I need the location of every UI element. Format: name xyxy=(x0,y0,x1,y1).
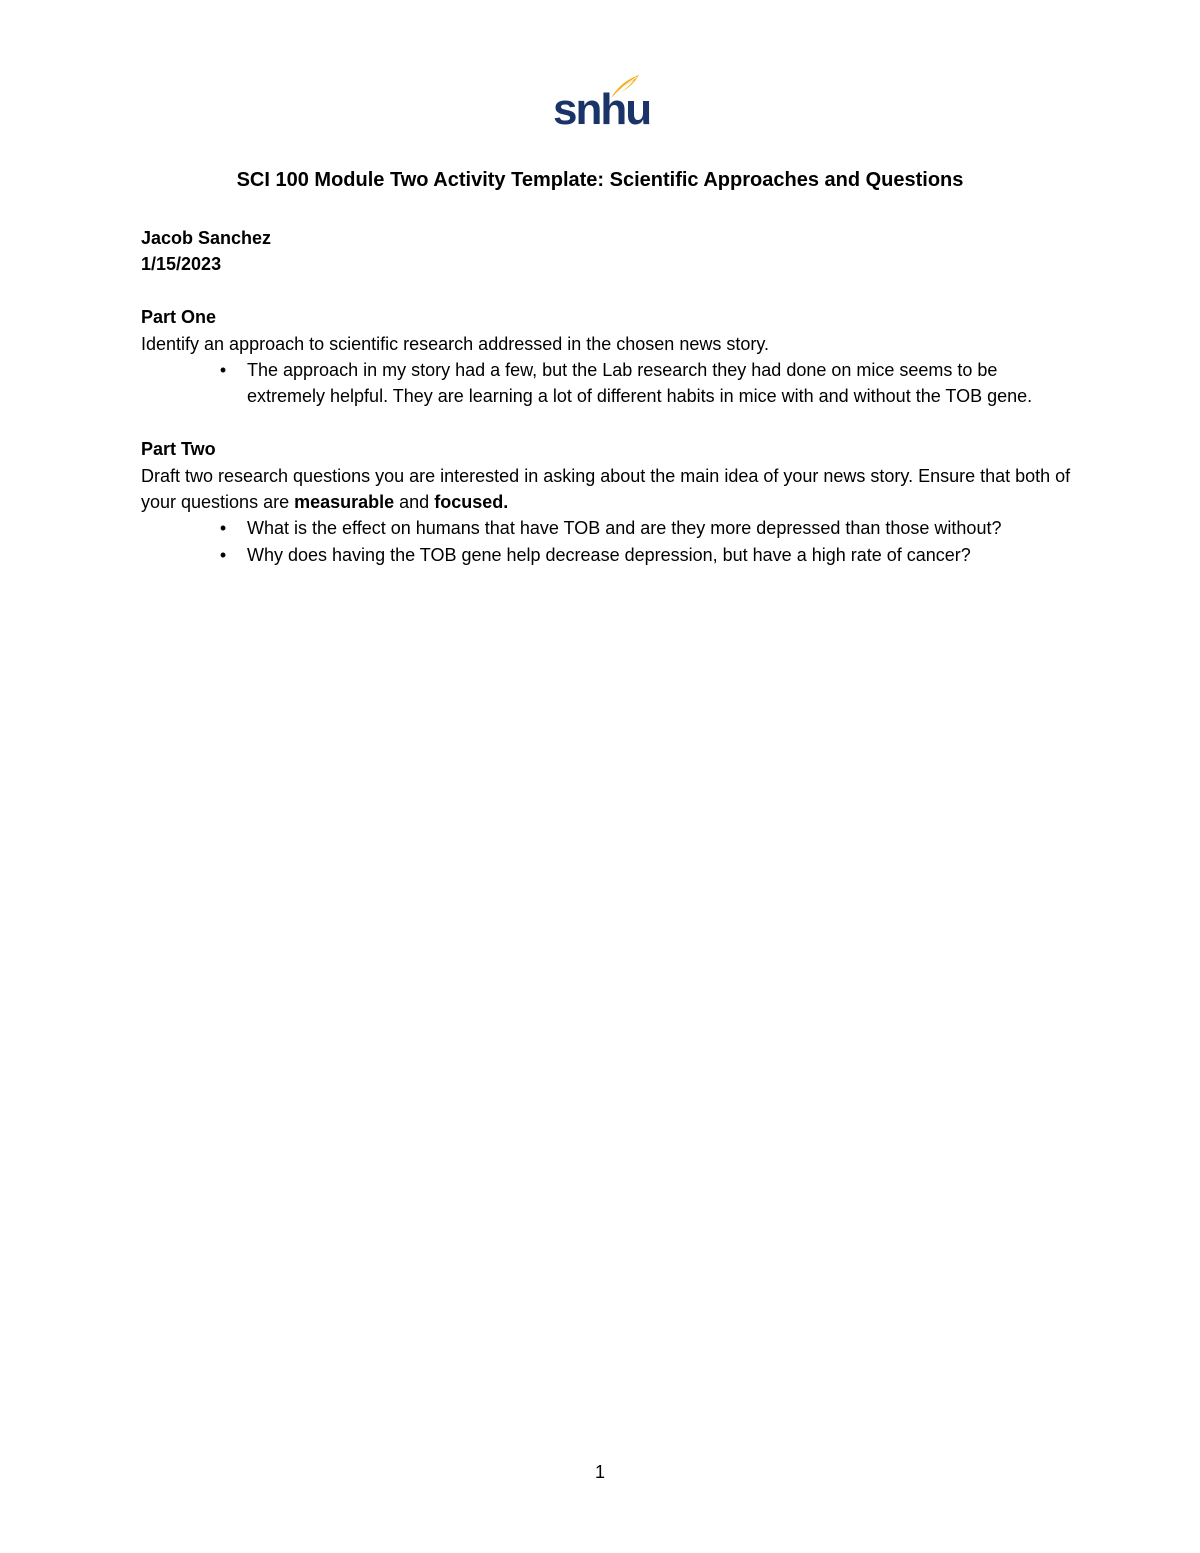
prompt-text-connector: and xyxy=(394,492,435,513)
document-title: SCI 100 Module Two Activity Template: Scientific Approaches and Questions xyxy=(236,169,964,191)
bullet-icon: • xyxy=(219,518,227,539)
list-item-text: Why does having the TOB gene help decrease depression, but have a high rate of cancer? xyxy=(247,544,971,565)
document-date: 1/15/2023 xyxy=(141,254,222,275)
list-item xyxy=(141,515,1071,541)
page-number: 1 xyxy=(594,1462,605,1482)
author-name: Jacob Sanchez xyxy=(141,228,272,248)
prompt-emphasis-measurable: measurable xyxy=(294,492,395,513)
list-item-text: What is the effect on humans that have TOB and are they more depressed than those without? xyxy=(247,518,1002,539)
part-one-heading: Part One xyxy=(141,307,217,328)
list-item-text: The approach in my story had a few, but the Lab research they had done on mice seems to be extremely helpful. They are learning a lot of different habits in mice with and without the TOB gene. xyxy=(247,360,1033,407)
prompt-text: Draft two research questions you are interested in asking about the main idea of your news story. Ensure that both of your questions are xyxy=(141,465,1071,513)
part-one-answer-list xyxy=(141,357,1071,410)
list-item xyxy=(141,542,1071,568)
part-two-question-list xyxy=(141,515,1071,568)
spacer xyxy=(141,410,1071,436)
prompt-emphasis-focused: focused. xyxy=(434,492,509,513)
part-one-prompt: Identify an approach to scientific research addressed in the chosen news story. xyxy=(141,333,770,354)
spacer xyxy=(141,278,1071,304)
part-two-heading: Part Two xyxy=(141,439,216,460)
snhu-logo xyxy=(553,74,651,134)
document-body xyxy=(141,225,1071,568)
list-item xyxy=(141,357,1071,410)
bullet-icon: • xyxy=(219,544,227,565)
part-two-prompt xyxy=(141,463,1071,516)
bullet-icon: • xyxy=(219,360,227,381)
logo-wordmark: snhu xyxy=(553,85,651,134)
